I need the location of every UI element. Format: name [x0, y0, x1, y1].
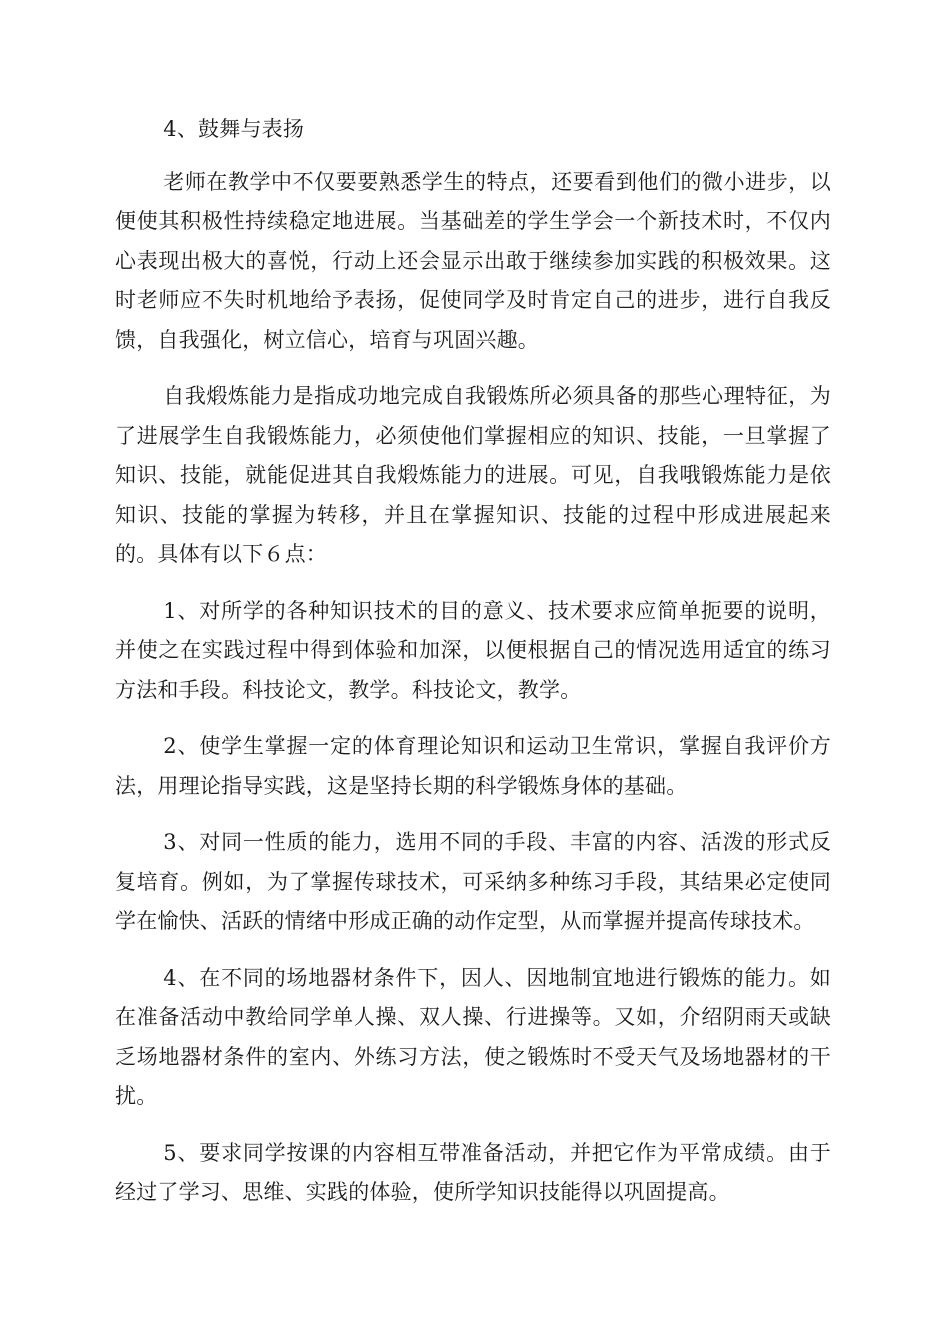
- paragraph-praise: 老师在教学中不仅要要熟悉学生的特点，还要看到他们的微小进步，以便使其积极性持续稳定地进展。当基础差的学生学会一个新技术时，不仅内心表现出极大的喜悦，行动上还会显示出敢于继续参加实践的积极效果。这时老师应不失时机地给予表扬，促使同学及时肯定自己的进步，进行自我反馈，自我强化，树立信心，培育与巩固兴趣。: [115, 169, 831, 352]
- paragraph-point-3: 3、对同一性质的能力，选用不同的手段、丰富的内容、活泼的形式反复培育。例如，为了掌握传球技术，可采纳多种练习手段，其结果必定使同学在愉快、活跃的情绪中形成正确的动作定型，从而掌握并提高传球技术。: [115, 830, 831, 933]
- paragraph-point-1: 1、对所学的各种知识技术的目的意义、技术要求应简单扼要的说明，并使之在实践过程中得到体验和加深，以便根据自己的情况选用适宜的练习方法和手段。科技论文，教学。科技论文，教学。: [115, 598, 831, 702]
- document-page: [115, 110, 831, 1230]
- paragraph-point-5: 5、要求同学按课的内容相互带准备活动，并把它作为平常成绩。由于经过了学习、思维、实践的体验，使所学知识技能得以巩固提高。: [115, 1140, 831, 1204]
- paragraph-self-training: 自我煅炼能力是指成功地完成自我锻炼所必须具备的那些心理特征，为了进展学生自我锻炼能力，必须使他们掌握相应的知识、技能，一旦掌握了知识、技能，就能促进其自我煅炼能力的进展。可见，自我哦锻炼能力是依知识、技能的掌握为转移，并且在掌握知识、技能的过程中形成进展起来的。具体有以下６点：: [115, 384, 831, 566]
- paragraph-point-2: 2、使学生掌握一定的体育理论知识和运动卫生常识，掌握自我评价方法，用理论指导实践，这是坚持长期的科学锻炼身体的基础。: [115, 734, 831, 798]
- section-heading: 4、鼓舞与表扬: [163, 117, 305, 141]
- paragraph-point-4: 4、在不同的场地器材条件下，因人、因地制宜地进行锻炼的能力。如在准备活动中教给同学单人操、双人操、行进操等。又如，介绍阴雨天或缺乏场地器材条件的室内、外练习方法，使之锻炼时不受天气及场地器材的干扰。: [115, 965, 831, 1108]
